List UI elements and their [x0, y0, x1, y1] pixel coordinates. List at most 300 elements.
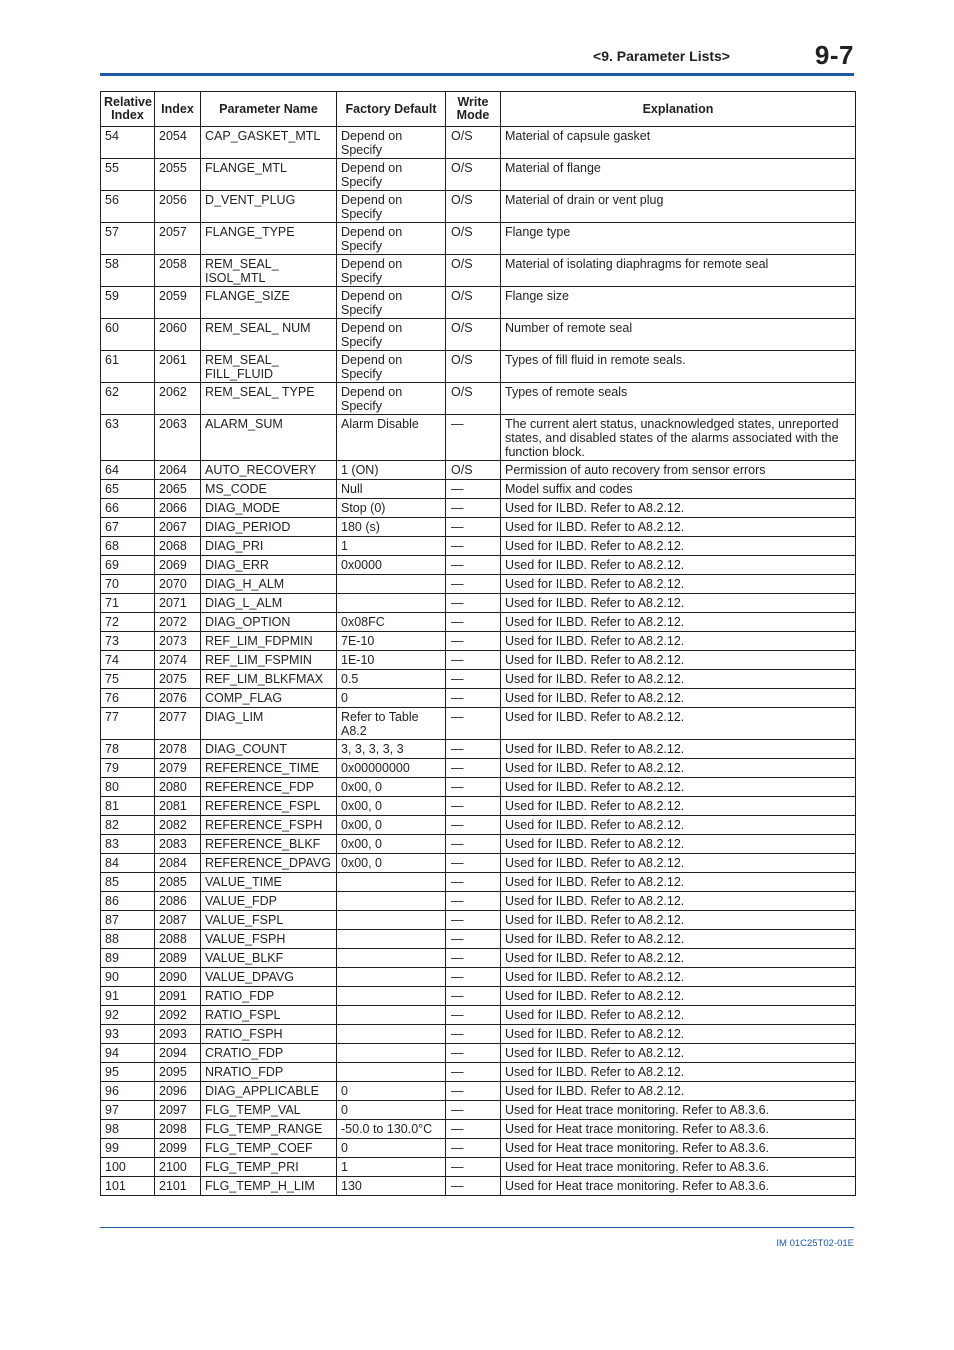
factory-default-cell: 130 — [337, 1177, 446, 1196]
write-mode-cell: — — [446, 911, 501, 930]
parameter-name-cell: REM_SEAL_ ISOL_MTL — [201, 255, 337, 287]
write-mode-cell: — — [446, 632, 501, 651]
factory-default-cell: 0x00, 0 — [337, 835, 446, 854]
write-mode-cell: — — [446, 873, 501, 892]
table-row — [101, 191, 856, 223]
write-mode-cell: O/S — [446, 319, 501, 351]
factory-default-cell — [337, 1044, 446, 1063]
page-number: 9-7 — [814, 40, 854, 70]
parameter-name-cell: FLG_TEMP_VAL — [201, 1101, 337, 1120]
index-cell: 2069 — [155, 556, 201, 575]
write-mode-cell: — — [446, 415, 501, 461]
explanation-cell: Used for ILBD. Refer to A8.2.12. — [501, 594, 856, 613]
explanation-cell: Types of fill fluid in remote seals. — [501, 351, 856, 383]
write-mode-cell: O/S — [446, 255, 501, 287]
factory-default-cell: 0x00000000 — [337, 759, 446, 778]
parameter-name-cell: VALUE_DPAVG — [201, 968, 337, 987]
write-mode-cell: — — [446, 778, 501, 797]
relative-index-cell: 56 — [101, 191, 155, 223]
write-mode-cell: — — [446, 892, 501, 911]
parameter-name-cell: FLG_TEMP_RANGE — [201, 1120, 337, 1139]
relative-index-cell: 73 — [101, 632, 155, 651]
explanation-cell: Material of flange — [501, 159, 856, 191]
parameter-name-cell: DIAG_ERR — [201, 556, 337, 575]
parameter-name-cell: CAP_GASKET_MTL — [201, 127, 337, 159]
factory-default-cell: 7E-10 — [337, 632, 446, 651]
table-row — [101, 575, 856, 594]
factory-default-cell: Alarm Disable — [337, 415, 446, 461]
table-row — [101, 854, 856, 873]
index-cell: 2056 — [155, 191, 201, 223]
explanation-cell: Used for ILBD. Refer to A8.2.12. — [501, 778, 856, 797]
table-row — [101, 1120, 856, 1139]
relative-index-cell: 75 — [101, 670, 155, 689]
write-mode-cell: — — [446, 1063, 501, 1082]
index-cell: 2055 — [155, 159, 201, 191]
table-row — [101, 778, 856, 797]
table-row — [101, 1044, 856, 1063]
relative-index-cell: 58 — [101, 255, 155, 287]
index-cell: 2063 — [155, 415, 201, 461]
table-row — [101, 159, 856, 191]
footer-rule — [100, 1227, 854, 1228]
factory-default-cell: Depend on Specify — [337, 191, 446, 223]
factory-default-cell: 0x08FC — [337, 613, 446, 632]
table-row — [101, 968, 856, 987]
explanation-cell: Used for ILBD. Refer to A8.2.12. — [501, 987, 856, 1006]
factory-default-cell: 0 — [337, 1139, 446, 1158]
write-mode-cell: — — [446, 1120, 501, 1139]
table-row — [101, 415, 856, 461]
table-row — [101, 518, 856, 537]
explanation-cell: Flange size — [501, 287, 856, 319]
table-row — [101, 1063, 856, 1082]
write-mode-cell: — — [446, 651, 501, 670]
index-cell: 2078 — [155, 740, 201, 759]
write-mode-cell: — — [446, 987, 501, 1006]
parameter-name-cell: REFERENCE_TIME — [201, 759, 337, 778]
index-cell: 2087 — [155, 911, 201, 930]
index-cell: 2092 — [155, 1006, 201, 1025]
table-row — [101, 351, 856, 383]
relative-index-cell: 67 — [101, 518, 155, 537]
relative-index-cell: 61 — [101, 351, 155, 383]
relative-index-cell: 54 — [101, 127, 155, 159]
factory-default-cell — [337, 968, 446, 987]
factory-default-cell — [337, 949, 446, 968]
write-mode-cell: — — [446, 670, 501, 689]
relative-index-cell: 77 — [101, 708, 155, 740]
write-mode-cell: — — [446, 537, 501, 556]
explanation-cell: Material of capsule gasket — [501, 127, 856, 159]
relative-index-cell: 86 — [101, 892, 155, 911]
index-cell: 2060 — [155, 319, 201, 351]
parameter-name-cell: VALUE_BLKF — [201, 949, 337, 968]
parameter-name-cell: REFERENCE_DPAVG — [201, 854, 337, 873]
index-cell: 2070 — [155, 575, 201, 594]
parameter-name-cell: FLG_TEMP_PRI — [201, 1158, 337, 1177]
parameter-name-cell: REM_SEAL_ TYPE — [201, 383, 337, 415]
relative-index-cell: 99 — [101, 1139, 155, 1158]
write-mode-cell: — — [446, 575, 501, 594]
table-row — [101, 835, 856, 854]
index-cell: 2075 — [155, 670, 201, 689]
relative-index-cell: 70 — [101, 575, 155, 594]
explanation-cell: Used for ILBD. Refer to A8.2.12. — [501, 854, 856, 873]
parameter-name-cell: D_VENT_PLUG — [201, 191, 337, 223]
explanation-cell: Number of remote seal — [501, 319, 856, 351]
parameter-name-cell: RATIO_FSPH — [201, 1025, 337, 1044]
factory-default-cell — [337, 911, 446, 930]
relative-index-cell: 76 — [101, 689, 155, 708]
relative-index-cell: 63 — [101, 415, 155, 461]
relative-index-cell: 55 — [101, 159, 155, 191]
relative-index-cell: 97 — [101, 1101, 155, 1120]
factory-default-cell — [337, 575, 446, 594]
factory-default-cell: 0.5 — [337, 670, 446, 689]
parameter-name-cell: VALUE_FSPH — [201, 930, 337, 949]
factory-default-cell: -50.0 to 130.0°C — [337, 1120, 446, 1139]
table-row — [101, 594, 856, 613]
column-header-explanation: Explanation — [501, 92, 856, 127]
explanation-cell: Used for ILBD. Refer to A8.2.12. — [501, 1063, 856, 1082]
explanation-cell: Used for ILBD. Refer to A8.2.12. — [501, 740, 856, 759]
relative-index-cell: 87 — [101, 911, 155, 930]
parameter-name-cell: REF_LIM_FSPMIN — [201, 651, 337, 670]
explanation-cell: Material of isolating diaphragms for remote seal — [501, 255, 856, 287]
parameter-name-cell: FLG_TEMP_COEF — [201, 1139, 337, 1158]
table-row — [101, 1158, 856, 1177]
factory-default-cell — [337, 1006, 446, 1025]
index-cell: 2073 — [155, 632, 201, 651]
parameter-name-cell: DIAG_OPTION — [201, 613, 337, 632]
write-mode-cell: — — [446, 797, 501, 816]
table-row — [101, 537, 856, 556]
parameter-name-cell: DIAG_COUNT — [201, 740, 337, 759]
write-mode-cell: — — [446, 1025, 501, 1044]
table-row — [101, 223, 856, 255]
write-mode-cell: — — [446, 816, 501, 835]
parameter-name-cell: REF_LIM_FDPMIN — [201, 632, 337, 651]
relative-index-cell: 69 — [101, 556, 155, 575]
parameter-name-cell: REFERENCE_FSPL — [201, 797, 337, 816]
write-mode-cell: — — [446, 689, 501, 708]
relative-index-cell: 59 — [101, 287, 155, 319]
write-mode-cell: — — [446, 480, 501, 499]
relative-index-cell: 71 — [101, 594, 155, 613]
factory-default-cell — [337, 594, 446, 613]
relative-index-cell: 80 — [101, 778, 155, 797]
factory-default-cell: 3, 3, 3, 3, 3 — [337, 740, 446, 759]
index-cell: 2089 — [155, 949, 201, 968]
write-mode-cell: — — [446, 854, 501, 873]
write-mode-cell: — — [446, 518, 501, 537]
index-cell: 2081 — [155, 797, 201, 816]
parameter-name-cell: DIAG_APPLICABLE — [201, 1082, 337, 1101]
relative-index-cell: 84 — [101, 854, 155, 873]
index-cell: 2091 — [155, 987, 201, 1006]
parameter-name-cell: RATIO_FSPL — [201, 1006, 337, 1025]
column-header-parameter-name: Parameter Name — [201, 92, 337, 127]
index-cell: 2074 — [155, 651, 201, 670]
header-rule — [100, 73, 854, 76]
parameter-name-cell: RATIO_FDP — [201, 987, 337, 1006]
index-cell: 2095 — [155, 1063, 201, 1082]
index-cell: 2067 — [155, 518, 201, 537]
write-mode-cell: — — [446, 835, 501, 854]
index-cell: 2071 — [155, 594, 201, 613]
table-row — [101, 930, 856, 949]
factory-default-cell: 1 — [337, 1158, 446, 1177]
factory-default-cell: 0x00, 0 — [337, 816, 446, 835]
write-mode-cell: — — [446, 1158, 501, 1177]
table-row — [101, 759, 856, 778]
table-row — [101, 816, 856, 835]
table-row — [101, 1006, 856, 1025]
index-cell: 2083 — [155, 835, 201, 854]
explanation-cell: Used for ILBD. Refer to A8.2.12. — [501, 930, 856, 949]
column-header-index: Index — [155, 92, 201, 127]
parameter-name-cell: FLG_TEMP_H_LIM — [201, 1177, 337, 1196]
explanation-cell: Permission of auto recovery from sensor errors — [501, 461, 856, 480]
write-mode-cell: O/S — [446, 127, 501, 159]
table-row — [101, 708, 856, 740]
factory-default-cell: 180 (s) — [337, 518, 446, 537]
parameter-name-cell: NRATIO_FDP — [201, 1063, 337, 1082]
index-cell: 2061 — [155, 351, 201, 383]
index-cell: 2099 — [155, 1139, 201, 1158]
factory-default-cell: 1 (ON) — [337, 461, 446, 480]
explanation-cell: Used for ILBD. Refer to A8.2.12. — [501, 797, 856, 816]
write-mode-cell: — — [446, 968, 501, 987]
table-row — [101, 127, 856, 159]
relative-index-cell: 78 — [101, 740, 155, 759]
table-body — [101, 127, 856, 1196]
factory-default-cell — [337, 930, 446, 949]
relative-index-cell: 101 — [101, 1177, 155, 1196]
explanation-cell: Used for ILBD. Refer to A8.2.12. — [501, 499, 856, 518]
explanation-cell: Material of drain or vent plug — [501, 191, 856, 223]
relative-index-cell: 68 — [101, 537, 155, 556]
index-cell: 2085 — [155, 873, 201, 892]
index-cell: 2093 — [155, 1025, 201, 1044]
explanation-cell: Used for Heat trace monitoring. Refer to A8.3.6. — [501, 1177, 856, 1196]
factory-default-cell — [337, 1063, 446, 1082]
index-cell: 2062 — [155, 383, 201, 415]
parameter-name-cell: DIAG_PRI — [201, 537, 337, 556]
relative-index-cell: 98 — [101, 1120, 155, 1139]
write-mode-cell: — — [446, 613, 501, 632]
write-mode-cell: O/S — [446, 159, 501, 191]
write-mode-cell: — — [446, 759, 501, 778]
parameter-name-cell: AUTO_RECOVERY — [201, 461, 337, 480]
parameter-name-cell: FLANGE_MTL — [201, 159, 337, 191]
index-cell: 2068 — [155, 537, 201, 556]
write-mode-cell: O/S — [446, 461, 501, 480]
index-cell: 2100 — [155, 1158, 201, 1177]
relative-index-cell: 65 — [101, 480, 155, 499]
parameter-name-cell: VALUE_TIME — [201, 873, 337, 892]
index-cell: 2072 — [155, 613, 201, 632]
explanation-cell: Used for ILBD. Refer to A8.2.12. — [501, 632, 856, 651]
relative-index-cell: 64 — [101, 461, 155, 480]
table-row — [101, 480, 856, 499]
table-row — [101, 797, 856, 816]
write-mode-cell: — — [446, 740, 501, 759]
table-row — [101, 1082, 856, 1101]
section-title: <9. Parameter Lists> — [593, 48, 730, 64]
write-mode-cell: — — [446, 1139, 501, 1158]
factory-default-cell: Depend on Specify — [337, 255, 446, 287]
table-row — [101, 873, 856, 892]
factory-default-cell — [337, 892, 446, 911]
write-mode-cell: — — [446, 930, 501, 949]
table-row — [101, 319, 856, 351]
explanation-cell: Used for ILBD. Refer to A8.2.12. — [501, 1025, 856, 1044]
factory-default-cell: 0 — [337, 1082, 446, 1101]
table-row — [101, 1025, 856, 1044]
table-row — [101, 1101, 856, 1120]
factory-default-cell: Depend on Specify — [337, 223, 446, 255]
index-cell: 2086 — [155, 892, 201, 911]
table-row — [101, 689, 856, 708]
explanation-cell: The current alert status, unacknowledged states, unreported states, and disabled states of the alarms associated with the function block. — [501, 415, 856, 461]
factory-default-cell: Depend on Specify — [337, 351, 446, 383]
table-row — [101, 911, 856, 930]
relative-index-cell: 100 — [101, 1158, 155, 1177]
explanation-cell: Used for Heat trace monitoring. Refer to A8.3.6. — [501, 1101, 856, 1120]
table-row — [101, 987, 856, 1006]
write-mode-cell: — — [446, 1101, 501, 1120]
index-cell: 2077 — [155, 708, 201, 740]
table-row — [101, 651, 856, 670]
factory-default-cell: 0x0000 — [337, 556, 446, 575]
explanation-cell: Used for ILBD. Refer to A8.2.12. — [501, 518, 856, 537]
relative-index-cell: 92 — [101, 1006, 155, 1025]
factory-default-cell: 1E-10 — [337, 651, 446, 670]
index-cell: 2064 — [155, 461, 201, 480]
relative-index-cell: 66 — [101, 499, 155, 518]
table-row — [101, 670, 856, 689]
factory-default-cell: Refer to Table A8.2 — [337, 708, 446, 740]
factory-default-cell: 0x00, 0 — [337, 854, 446, 873]
column-header-relative-index: Relative Index — [101, 92, 155, 127]
explanation-cell: Used for ILBD. Refer to A8.2.12. — [501, 1044, 856, 1063]
factory-default-cell — [337, 873, 446, 892]
write-mode-cell: — — [446, 594, 501, 613]
parameter-name-cell: REFERENCE_FSPH — [201, 816, 337, 835]
table-row — [101, 556, 856, 575]
table-row — [101, 287, 856, 319]
relative-index-cell: 81 — [101, 797, 155, 816]
index-cell: 2098 — [155, 1120, 201, 1139]
explanation-cell: Flange type — [501, 223, 856, 255]
index-cell: 2088 — [155, 930, 201, 949]
parameter-name-cell: REM_SEAL_ FILL_FLUID — [201, 351, 337, 383]
parameter-name-cell: DIAG_MODE — [201, 499, 337, 518]
table-row — [101, 613, 856, 632]
column-header-write-mode: Write Mode — [446, 92, 501, 127]
explanation-cell: Model suffix and codes — [501, 480, 856, 499]
index-cell: 2094 — [155, 1044, 201, 1063]
index-cell: 2097 — [155, 1101, 201, 1120]
relative-index-cell: 57 — [101, 223, 155, 255]
relative-index-cell: 83 — [101, 835, 155, 854]
explanation-cell: Used for ILBD. Refer to A8.2.12. — [501, 537, 856, 556]
table-row — [101, 383, 856, 415]
column-header-factory-default: Factory Default — [337, 92, 446, 127]
write-mode-cell: — — [446, 1044, 501, 1063]
factory-default-cell: Depend on Specify — [337, 383, 446, 415]
relative-index-cell: 96 — [101, 1082, 155, 1101]
index-cell: 2054 — [155, 127, 201, 159]
explanation-cell: Used for ILBD. Refer to A8.2.12. — [501, 892, 856, 911]
index-cell: 2066 — [155, 499, 201, 518]
document-id: IM 01C25T02-01E — [776, 1238, 854, 1249]
parameter-name-cell: COMP_FLAG — [201, 689, 337, 708]
explanation-cell: Types of remote seals — [501, 383, 856, 415]
write-mode-cell: — — [446, 949, 501, 968]
explanation-cell: Used for Heat trace monitoring. Refer to A8.3.6. — [501, 1120, 856, 1139]
table-row — [101, 255, 856, 287]
write-mode-cell: — — [446, 708, 501, 740]
index-cell: 2065 — [155, 480, 201, 499]
parameter-name-cell: VALUE_FSPL — [201, 911, 337, 930]
table-row — [101, 892, 856, 911]
write-mode-cell: — — [446, 556, 501, 575]
table-row — [101, 1177, 856, 1196]
factory-default-cell: 0 — [337, 1101, 446, 1120]
relative-index-cell: 90 — [101, 968, 155, 987]
factory-default-cell: 1 — [337, 537, 446, 556]
write-mode-cell: O/S — [446, 287, 501, 319]
explanation-cell: Used for ILBD. Refer to A8.2.12. — [501, 708, 856, 740]
explanation-cell: Used for ILBD. Refer to A8.2.12. — [501, 949, 856, 968]
relative-index-cell: 91 — [101, 987, 155, 1006]
parameter-table — [100, 91, 856, 1196]
explanation-cell: Used for ILBD. Refer to A8.2.12. — [501, 575, 856, 594]
relative-index-cell: 74 — [101, 651, 155, 670]
parameter-name-cell: DIAG_H_ALM — [201, 575, 337, 594]
relative-index-cell: 82 — [101, 816, 155, 835]
write-mode-cell: O/S — [446, 383, 501, 415]
relative-index-cell: 95 — [101, 1063, 155, 1082]
index-cell: 2058 — [155, 255, 201, 287]
explanation-cell: Used for ILBD. Refer to A8.2.12. — [501, 651, 856, 670]
index-cell: 2090 — [155, 968, 201, 987]
relative-index-cell: 93 — [101, 1025, 155, 1044]
factory-default-cell: Null — [337, 480, 446, 499]
parameter-name-cell: FLANGE_SIZE — [201, 287, 337, 319]
index-cell: 2082 — [155, 816, 201, 835]
write-mode-cell: — — [446, 499, 501, 518]
table-row — [101, 499, 856, 518]
relative-index-cell: 72 — [101, 613, 155, 632]
index-cell: 2057 — [155, 223, 201, 255]
parameter-name-cell: REM_SEAL_ NUM — [201, 319, 337, 351]
explanation-cell: Used for ILBD. Refer to A8.2.12. — [501, 968, 856, 987]
relative-index-cell: 62 — [101, 383, 155, 415]
table-row — [101, 1139, 856, 1158]
factory-default-cell — [337, 987, 446, 1006]
explanation-cell: Used for Heat trace monitoring. Refer to A8.3.6. — [501, 1158, 856, 1177]
explanation-cell: Used for ILBD. Refer to A8.2.12. — [501, 689, 856, 708]
parameter-name-cell: FLANGE_TYPE — [201, 223, 337, 255]
table-row — [101, 740, 856, 759]
parameter-name-cell: ALARM_SUM — [201, 415, 337, 461]
parameter-name-cell: REFERENCE_FDP — [201, 778, 337, 797]
relative-index-cell: 85 — [101, 873, 155, 892]
